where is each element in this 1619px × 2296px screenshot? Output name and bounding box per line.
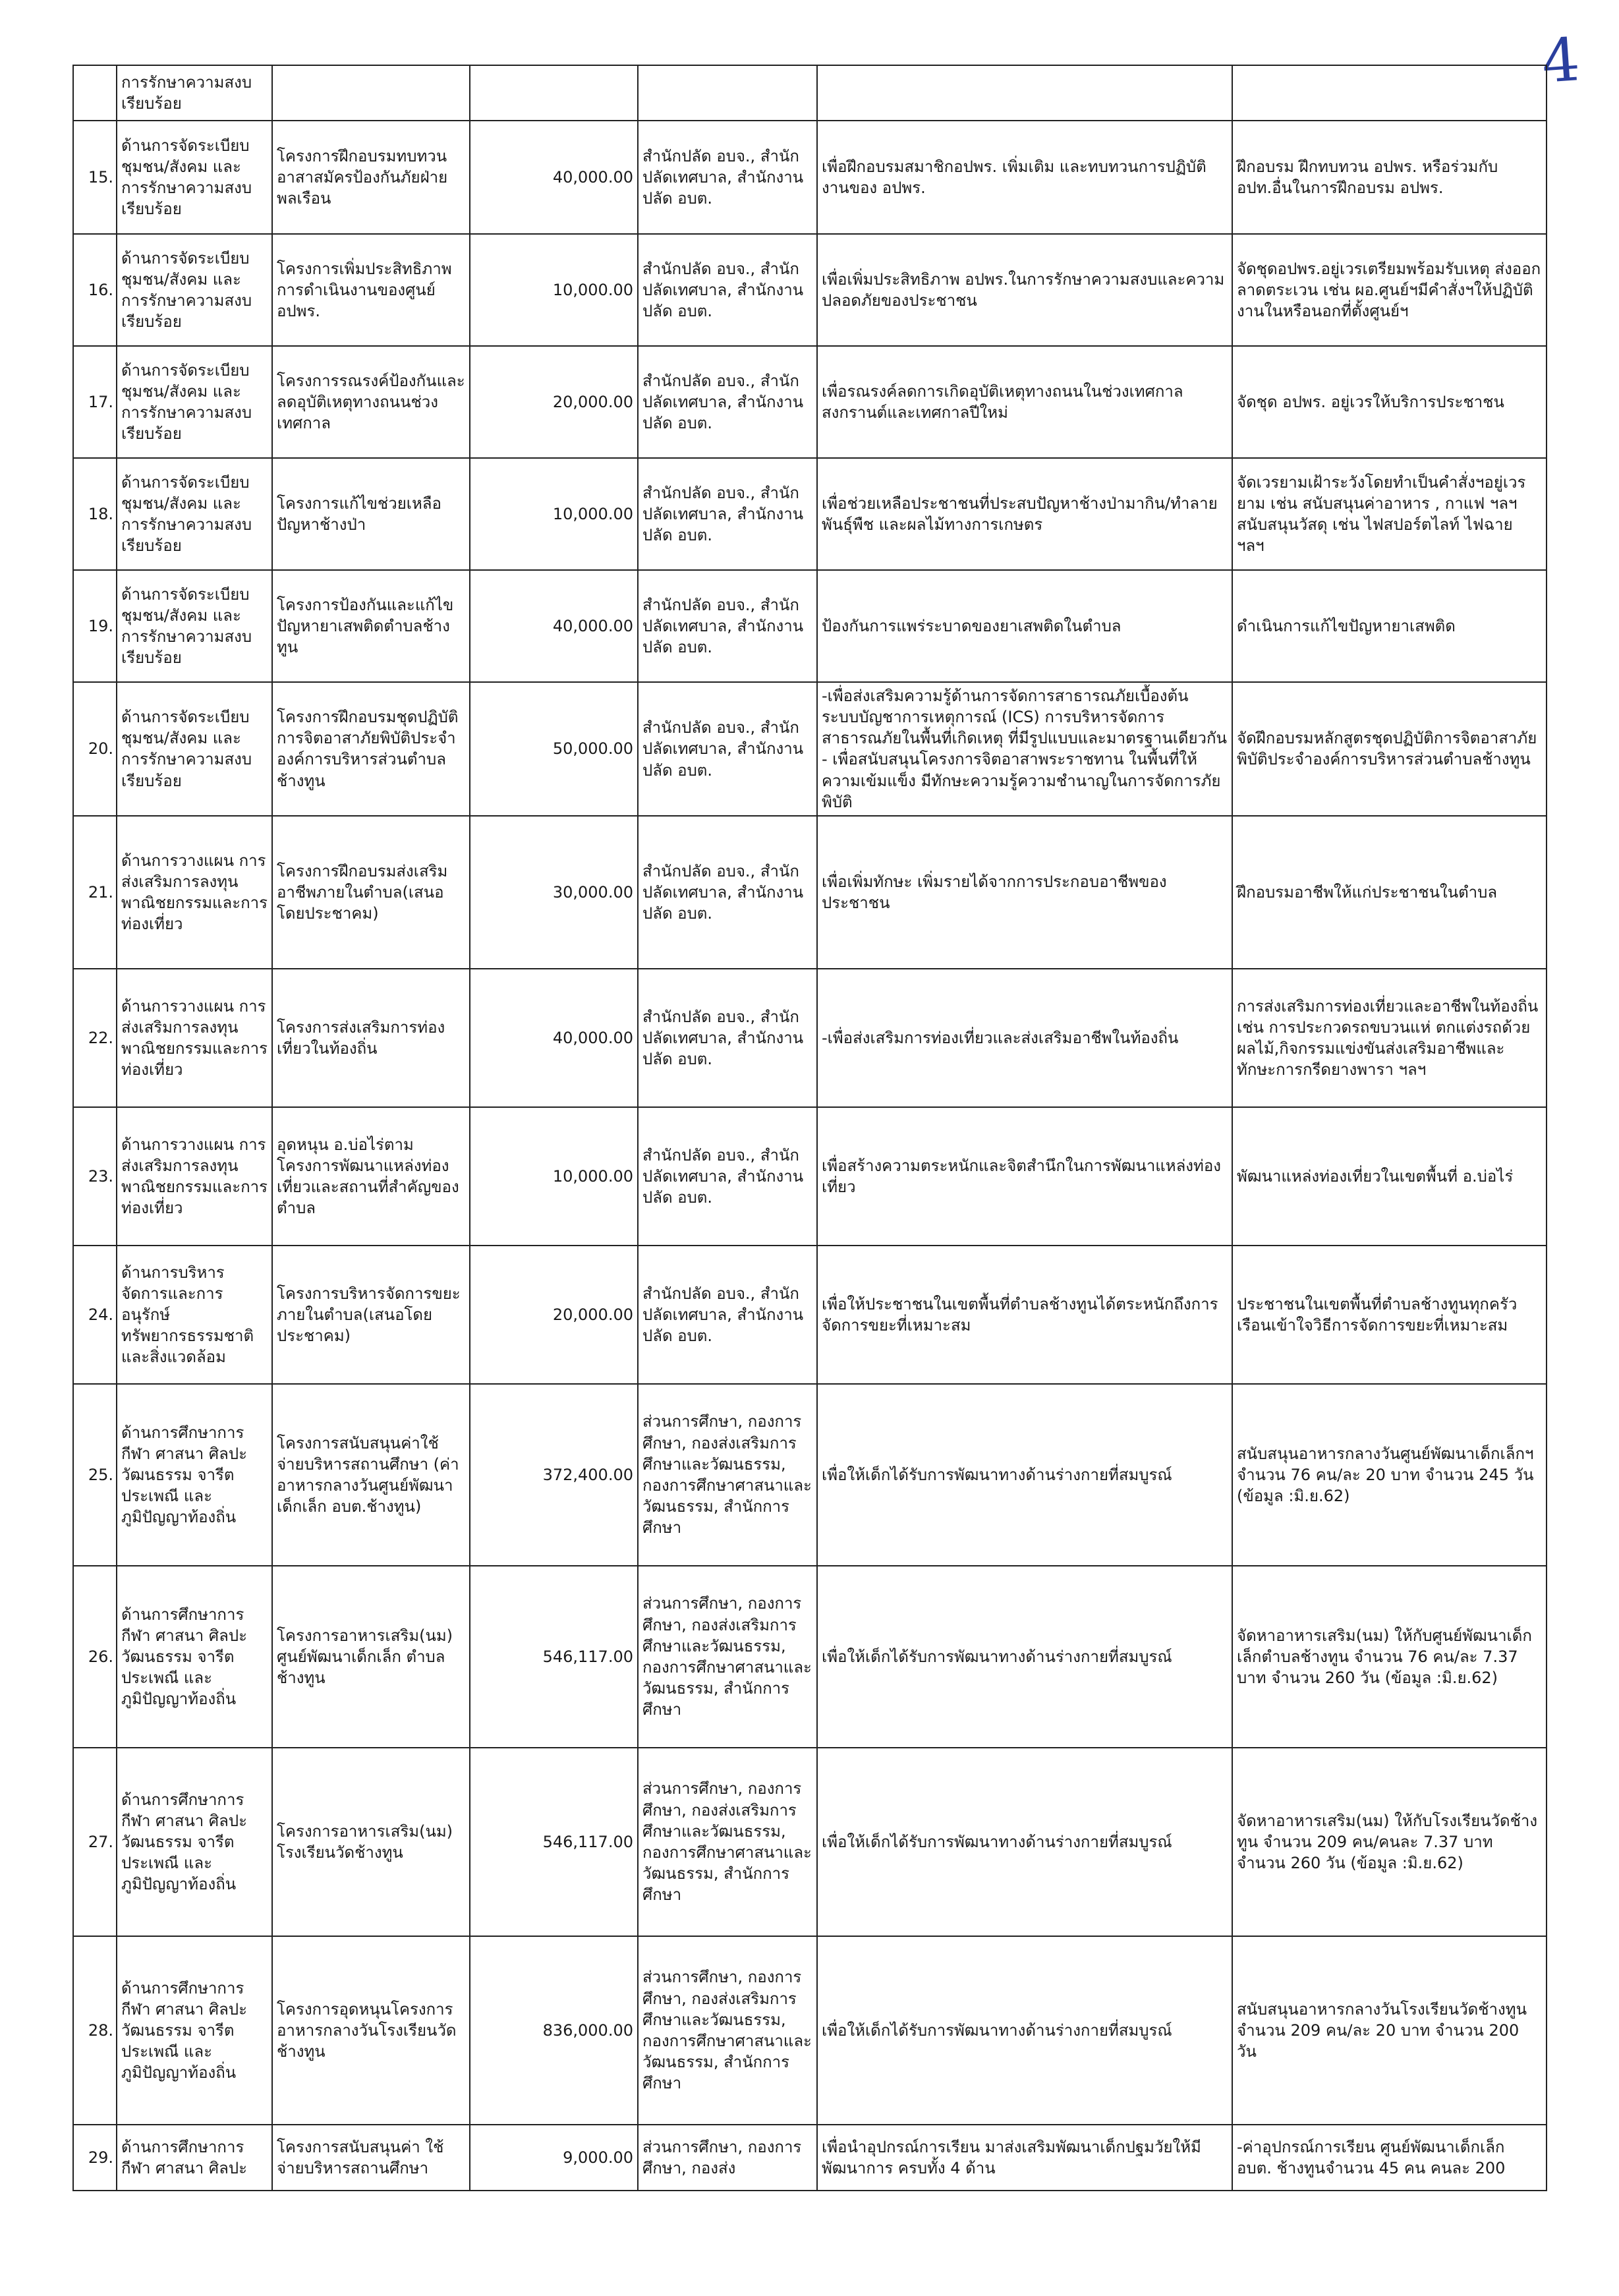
budget-amount: 10,000.00 [470,458,638,570]
row-number: 19. [73,570,117,682]
table-row [73,969,1547,1107]
project-objective: เพื่อให้เด็กได้รับการพัฒนาทางด้านร่างกายที่สมบูรณ์ [817,1566,1232,1748]
budget-amount: 10,000.00 [470,234,638,346]
project-activity: ประชาชนในเขตพื้นที่ตำบลช้างทูนทุกครัวเรือนเข้าใจวิธีการจัดการขยะที่เหมาะสม [1232,1246,1547,1384]
development-area: การรักษาความสงบเรียบร้อย [117,65,272,121]
table-row [73,346,1547,458]
project-name: โครงการรณรงค์ป้องกันและลดอุบัติเหตุทางถนนช่วงเทศกาล [272,346,470,458]
table-row [73,2125,1547,2191]
responsible-agency: สำนักปลัด อบจ., สำนักปลัดเทศบาล, สำนักงานปลัด อบต. [638,346,817,458]
table-row [73,1936,1547,2125]
responsible-agency [638,65,817,121]
project-objective: เพื่อเพิ่มทักษะ เพิ่มรายได้จากการประกอบอาชีพของประชาชน [817,816,1232,969]
project-activity: พัฒนาแหล่งท่องเที่ยวในเขตพื้นที่ อ.บ่อไร่ [1232,1107,1547,1246]
responsible-agency: ส่วนการศึกษา, กองการศึกษา, กองส่ง [638,2125,817,2191]
project-activity: ฝึกอบรม ฝึกทบทวน อปพร. หรือร่วมกับ อปท.อื่นในการฝึกอบรม อปพร. [1232,121,1547,234]
project-objective: เพื่อให้เด็กได้รับการพัฒนาทางด้านร่างกายที่สมบูรณ์ [817,1384,1232,1566]
project-activity: ดำเนินการแก้ไขปัญหายาเสพติด [1232,570,1547,682]
project-objective: -เพื่อส่งเสริมความรู้ด้านการจัดการสาธารณภัยเบื้องต้น ระบบบัญชาการเหตุการณ์ (ICS) การบริหารจัดการสาธารณภัยในพื้นที่เกิดเหตุ ที่มีรูปแบบและมาตรฐานเดียวกัน - เพื่อสนับสนุนโครงการจิตอาสาพระราชทาน ในพื้นที่ให้ความเข้มแข็ง มีทักษะความรู้ความชำนาญในการจัดการภัยพิบัติ [817,682,1232,816]
budget-amount: 50,000.00 [470,682,638,816]
table-row [73,816,1547,969]
row-number: 27. [73,1748,117,1936]
responsible-agency: สำนักปลัด อบจ., สำนักปลัดเทศบาล, สำนักงานปลัด อบต. [638,234,817,346]
budget-amount: 372,400.00 [470,1384,638,1566]
development-area: ด้านการศึกษาการกีฬา ศาสนา ศิลปะวัฒนธรรม จารีตประเพณี และภูมิปัญญาท้องถิ่น [117,1748,272,1936]
project-activity: จัดชุด อปพร. อยู่เวรให้บริการประชาชน [1232,346,1547,458]
development-area: ด้านการจัดระเบียบชุมชน/สังคม และการรักษาความสงบเรียบร้อย [117,234,272,346]
table-row [73,1246,1547,1384]
project-name: โครงการอาหารเสริม(นม) ศูนย์พัฒนาเด็กเล็ก ตำบลช้างทูน [272,1566,470,1748]
development-area: ด้านการวางแผน การส่งเสริมการลงทุน พาณิชยกรรมและการท่องเที่ยว [117,969,272,1107]
project-activity: สนับสนุนอาหารกลางวันโรงเรียนวัดช้างทูน จำนวน 209 คน/ละ 20 บาท จำนวน 200 วัน [1232,1936,1547,2125]
project-activity: จัดเวรยามเฝ้าระวังโดยทำเป็นคำสั่งฯอยู่เวรยาม เช่น สนับสนุนค่าอาหาร , กาแฟ ฯลฯ สนับสนุนวัสดุ เช่น ไฟสปอร์ตไลท์ ไฟฉาย ฯลฯ [1232,458,1547,570]
responsible-agency: สำนักปลัด อบจ., สำนักปลัดเทศบาล, สำนักงานปลัด อบต. [638,570,817,682]
project-activity: จัดชุดอปพร.อยู่เวรเตรียมพร้อมรับเหตุ ส่งออกลาดตระเวน เช่น ผอ.ศูนย์ฯมีคำสั่งฯให้ปฏิบัติงานในหรือนอกที่ตั้งศูนย์ฯ [1232,234,1547,346]
row-number: 20. [73,682,117,816]
row-number: 29. [73,2125,117,2191]
row-number: 18. [73,458,117,570]
project-name: โครงการส่งเสริมการท่องเที่ยวในท้องถิ่น [272,969,470,1107]
responsible-agency: ส่วนการศึกษา, กองการศึกษา, กองส่งเสริมการศึกษาและวัฒนธรรม, กองการศึกษาศาสนาและวัฒนธรรม, สำนักการศึกษา [638,1936,817,2125]
responsible-agency: สำนักปลัด อบจ., สำนักปลัดเทศบาล, สำนักงานปลัด อบต. [638,1246,817,1384]
development-area: ด้านการบริหารจัดการและการอนุรักษ์ทรัพยากรธรรมชาติและสิ่งแวดล้อม [117,1246,272,1384]
responsible-agency: ส่วนการศึกษา, กองการศึกษา, กองส่งเสริมการศึกษาและวัฒนธรรม, กองการศึกษาศาสนาและวัฒนธรรม, สำนักการศึกษา [638,1566,817,1748]
budget-amount: 20,000.00 [470,1246,638,1384]
development-area: ด้านการวางแผน การส่งเสริมการลงทุน พาณิชยกรรมและการท่องเที่ยว [117,816,272,969]
project-name: โครงการแก้ไขช่วยเหลือปัญหาช้างป่า [272,458,470,570]
row-number: 22. [73,969,117,1107]
project-objective: ป้องกันการแพร่ระบาดของยาเสพติดในตำบล [817,570,1232,682]
table-row-continuation [73,65,1547,121]
budget-amount: 546,117.00 [470,1566,638,1748]
row-number: 25. [73,1384,117,1566]
responsible-agency: ส่วนการศึกษา, กองการศึกษา, กองส่งเสริมการศึกษาและวัฒนธรรม, กองการศึกษาศาสนาและวัฒนธรรม, สำนักการศึกษา [638,1384,817,1566]
responsible-agency: สำนักปลัด อบจ., สำนักปลัดเทศบาล, สำนักงานปลัด อบต. [638,1107,817,1246]
table-row [73,1107,1547,1246]
row-number [73,65,117,121]
responsible-agency: ส่วนการศึกษา, กองการศึกษา, กองส่งเสริมการศึกษาและวัฒนธรรม, กองการศึกษาศาสนาและวัฒนธรรม, สำนักการศึกษา [638,1748,817,1936]
table-row [73,1566,1547,1748]
development-area: ด้านการจัดระเบียบชุมชน/สังคม และการรักษาความสงบเรียบร้อย [117,458,272,570]
row-number: 28. [73,1936,117,2125]
budget-amount: 9,000.00 [470,2125,638,2191]
project-activity: สนับสนุนอาหารกลางวันศูนย์พัฒนาเด็กเล็กฯ จำนวน 76 คน/ละ 20 บาท จำนวน 245 วัน (ข้อมูล :มิ.ย.62) [1232,1384,1547,1566]
project-name [272,65,470,121]
development-area: ด้านการศึกษาการกีฬา ศาสนา ศิลปะวัฒนธรรม จารีตประเพณี และภูมิปัญญาท้องถิ่น [117,1384,272,1566]
development-area: ด้านการศึกษาการกีฬา ศาสนา ศิลปะวัฒนธรรม จารีตประเพณี และภูมิปัญญาท้องถิ่น [117,1936,272,2125]
project-objective: เพื่อให้ประชาชนในเขตพื้นที่ตำบลช้างทูนได้ตระหนักถึงการจัดการขยะที่เหมาะสม [817,1246,1232,1384]
responsible-agency: สำนักปลัด อบจ., สำนักปลัดเทศบาล, สำนักงานปลัด อบต. [638,682,817,816]
project-objective: เพื่อรณรงค์ลดการเกิดอุบัติเหตุทางถนนในช่วงเทศกาลสงกรานต์และเทศกาลปีใหม่ [817,346,1232,458]
project-objective: เพื่อช่วยเหลือประชาชนที่ประสบปัญหาช้างป่ามากิน/ทำลาย พันธุ์พืช และผลไม้ทางการเกษตร [817,458,1232,570]
budget-amount [470,65,638,121]
table-row [73,234,1547,346]
project-objective: เพื่อให้เด็กได้รับการพัฒนาทางด้านร่างกายที่สมบูรณ์ [817,1936,1232,2125]
project-table [72,65,1547,2191]
budget-amount: 20,000.00 [470,346,638,458]
project-name: โครงการฝึกอบรมส่งเสริมอาชีพภายในตำบล(เสนอโดยประชาคม) [272,816,470,969]
table-row [73,1384,1547,1566]
responsible-agency: สำนักปลัด อบจ., สำนักปลัดเทศบาล, สำนักงานปลัด อบต. [638,816,817,969]
row-number: 15. [73,121,117,234]
project-name: โครงการอาหารเสริม(นม) โรงเรียนวัดช้างทูน [272,1748,470,1936]
row-number: 24. [73,1246,117,1384]
project-activity: จัดหาอาหารเสริม(นม) ให้กับศูนย์พัฒนาเด็กเล็กตำบลช้างทูน จำนวน 76 คน/ละ 7.37 บาท จำนวน 260 วัน (ข้อมูล :มิ.ย.62) [1232,1566,1547,1748]
project-name: โครงการฝึกอบรมชุดปฏิบัติการจิตอาสาภัยพิบัติประจำ องค์การบริหารส่วนตำบลช้างทูน [272,682,470,816]
row-number: 26. [73,1566,117,1748]
project-name: โครงการเพิ่มประสิทธิภาพการดำเนินงานของศูนย์ อปพร. [272,234,470,346]
project-objective: เพื่อสร้างความตระหนักและจิตสำนึกในการพัฒนาแหล่งท่องเที่ยว [817,1107,1232,1246]
project-name: อุดหนุน อ.บ่อไร่ตามโครงการพัฒนาแหล่งท่องเที่ยวและสถานที่สำคัญของตำบล [272,1107,470,1246]
table-row [73,570,1547,682]
budget-amount: 836,000.00 [470,1936,638,2125]
budget-amount: 40,000.00 [470,969,638,1107]
row-number: 21. [73,816,117,969]
project-objective: เพื่อนำอุปกรณ์การเรียน มาส่งเสริมพัฒนาเด็กปฐมวัยให้มีพัฒนาการ ครบทั้ง 4 ด้าน [817,2125,1232,2191]
project-activity: ฝึกอบรมอาชีพให้แก่ประชาชนในตำบล [1232,816,1547,969]
project-objective: เพื่อเพิ่มประสิทธิภาพ อปพร.ในการรักษาความสงบและความปลอดภัยของประชาชน [817,234,1232,346]
responsible-agency: สำนักปลัด อบจ., สำนักปลัดเทศบาล, สำนักงานปลัด อบต. [638,121,817,234]
budget-amount: 10,000.00 [470,1107,638,1246]
development-area: ด้านการจัดระเบียบชุมชน/สังคม และการรักษาความสงบเรียบร้อย [117,682,272,816]
development-area: ด้านการจัดระเบียบชุมชน/สังคม และการรักษาความสงบเรียบร้อย [117,346,272,458]
budget-amount: 40,000.00 [470,121,638,234]
budget-amount: 40,000.00 [470,570,638,682]
development-area: ด้านการศึกษาการกีฬา ศาสนา ศิลปะวัฒนธรรม จารีตประเพณี และภูมิปัญญาท้องถิ่น [117,1566,272,1748]
project-activity: การส่งเสริมการท่องเที่ยวและอาชีพในท้องถิ่น เช่น การประกวดรถขบวนแห่ ตกแต่งรถด้วยผลไม้,กิจกรรมแข่งขันส่งเสริมอาชีพและทักษะการกรีดยางพารา ฯลฯ [1232,969,1547,1107]
project-name: โครงการอุดหนุนโครงการอาหารกลางวันโรงเรียนวัดช้างทูน [272,1936,470,2125]
project-name: โครงการบริหารจัดการขยะภายในตำบล(เสนอโดยประชาคม) [272,1246,470,1384]
development-area: ด้านการวางแผน การส่งเสริมการลงทุน พาณิชยกรรมและการท่องเที่ยว [117,1107,272,1246]
project-objective [817,65,1232,121]
project-activity: จัดหาอาหารเสริม(นม) ให้กับโรงเรียนวัดช้างทูน จำนวน 209 คน/คนละ 7.37 บาท จำนวน 260 วัน (ข้อมูล :มิ.ย.62) [1232,1748,1547,1936]
project-activity [1232,65,1547,121]
row-number: 23. [73,1107,117,1246]
budget-amount: 546,117.00 [470,1748,638,1936]
project-name: โครงการฝึกอบรมทบทวนอาสาสมัครป้องกันภัยฝ่ายพลเรือน [272,121,470,234]
row-number: 16. [73,234,117,346]
budget-amount: 30,000.00 [470,816,638,969]
project-objective: -เพื่อส่งเสริมการท่องเที่ยวและส่งเสริมอาชีพในท้องถิ่น [817,969,1232,1107]
table-row [73,121,1547,234]
project-name: โครงการป้องกันและแก้ไขปัญหายาเสพติดตำบลช้างทูน [272,570,470,682]
development-area: ด้านการจัดระเบียบชุมชน/สังคม และการรักษาความสงบเรียบร้อย [117,121,272,234]
table-row [73,682,1547,816]
development-area: ด้านการศึกษาการกีฬา ศาสนา ศิลปะ [117,2125,272,2191]
table-row [73,1748,1547,1936]
project-objective: เพื่อฝึกอบรมสมาชิกอปพร. เพิ่มเติม และทบทวนการปฏิบัติงานของ อปพร. [817,121,1232,234]
handwritten-page-number: 4 [1539,25,1582,97]
project-activity: -ค่าอุปกรณ์การเรียน ศูนย์พัฒนาเด็กเล็ก อบต. ช้างทูนจำนวน 45 คน คนละ 200 [1232,2125,1547,2191]
responsible-agency: สำนักปลัด อบจ., สำนักปลัดเทศบาล, สำนักงานปลัด อบต. [638,969,817,1107]
development-area: ด้านการจัดระเบียบชุมชน/สังคม และการรักษาความสงบเรียบร้อย [117,570,272,682]
responsible-agency: สำนักปลัด อบจ., สำนักปลัดเทศบาล, สำนักงานปลัด อบต. [638,458,817,570]
project-name: โครงการสนับสนุนค่าใช้จ่ายบริหารสถานศึกษา (ค่าอาหารกลางวันศูนย์พัฒนาเด็กเล็ก อบต.ช้างทูน) [272,1384,470,1566]
table-row [73,458,1547,570]
project-name: โครงการสนับสนุนค่า ใช้จ่ายบริหารสถานศึกษา [272,2125,470,2191]
project-activity: จัดฝึกอบรมหลักสูตรชุดปฏิบัติการจิตอาสาภัยพิบัติประจำองค์การบริหารส่วนตำบลช้างทูน [1232,682,1547,816]
project-objective: เพื่อให้เด็กได้รับการพัฒนาทางด้านร่างกายที่สมบูรณ์ [817,1748,1232,1936]
row-number: 17. [73,346,117,458]
